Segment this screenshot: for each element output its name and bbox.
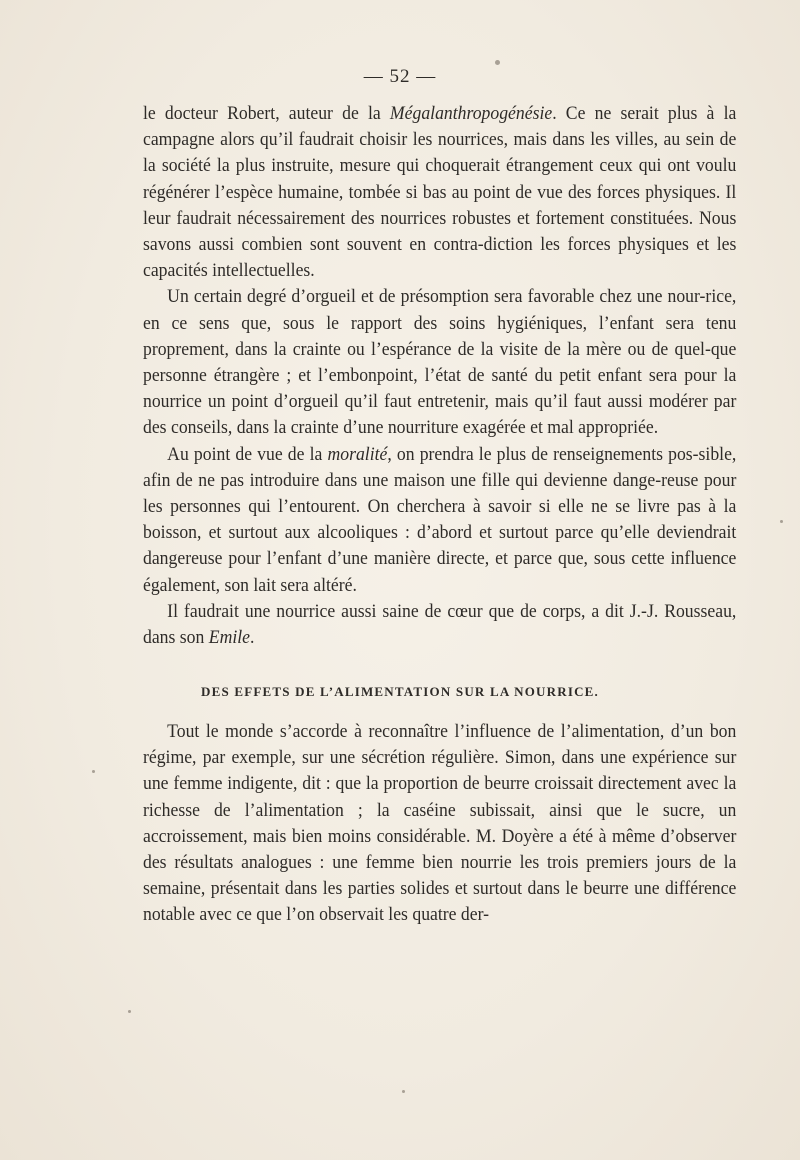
paper-speck [402,1090,405,1093]
text-segment: Il faudrait une nourrice aussi saine de cœur que de corps, a dit J.-J. Rousseau, dans son [143,600,737,649]
section-heading: DES EFFETS DE L’ALIMENTATION SUR LA NOURRICE. [201,684,599,699]
text-segment: , on prendra le plus de renseignements pos-sible, afin de ne pas introduire dans une maison une fille qui devienne dange-reuse pour les personnes qui l’entourent. On cherchera à savoir si elle ne se livre pas à la boisson, et surtout aux alcooliques : d’abord et surtout parce qu’elle deviendrait dangereuse pour l’enfant d’une manière directe, et parce que, sous cette influence également, son lait sera altéré. [143,443,737,596]
page-number: — 52 — [363,66,437,87]
paper-speck [780,520,783,523]
emphasis-text: moralité [327,443,388,465]
paper-speck [92,770,95,773]
text-segment: . [250,627,255,649]
paper-speck [495,60,500,65]
section-body-text [143,719,736,929]
paragraph [143,101,736,284]
text-segment: le docteur Robert, auteur de la [143,103,390,124]
text-segment: Tout le monde s’accorde à reconnaître l’influence de l’alimentation, d’un bon régime, par exemple, sur une sécrétion régulière. Simon, dans une expérience sur une femme indigente, dit : que la proportion de beurre croissait directement avec la richesse de l’alimentation ; la caséine subissait, ainsi que le sucre, un accroissement, mais bien moins considérable. M. Doyère a été à même d’observer des résultats analogues : une femme bien nourrie les trois premiers jours de la semaine, présentait dans les parties solides et surtout dans le beurre une différence notable avec ce que l’on observait les quatre der- [143,721,737,926]
paragraph [143,442,736,599]
text-segment: . Ce ne serait plus à la campagne alors qu’il faudrait choisir les nourrices, mais dans les villes, au sein de la société la plus instruite, mesure qui choquerait étrangement ceux qui ont voulu régénérer l’espèce humaine, tombée si bas au point de vue des forces physiques. Il leur faudrait nécessairement des nourrices robustes et fortement constituées. Nous savons aussi combien sont souvent en contra-diction les forces physiques et les capacités intellectuelles. [143,103,737,282]
paragraph [143,719,736,929]
paper-speck [128,1010,131,1013]
text-segment: Un certain degré d’orgueil et de présomption sera favorable chez une nour-rice, en ce sens que, sous le rapport des soins hygiéniques, l’enfant sera tenu proprement, dans la crainte ou l’espérance de la visite de la mère ou de quel-que personne étrangère ; et l’embonpoint, l’état de santé du petit enfant sera pour la nourrice un point d’orgueil qu’il faut entretenir, mais qu’il faut aussi modérer par des conseils, dans la crainte d’une nourriture exagérée et mal appropriée. [143,286,737,439]
body-text [143,101,736,651]
book-title: Mégalanthropogénésie [389,103,553,124]
paragraph [143,284,736,441]
text-segment: Au point de vue de la [167,443,328,465]
paragraph [143,599,736,651]
book-title: Emile [208,627,251,649]
